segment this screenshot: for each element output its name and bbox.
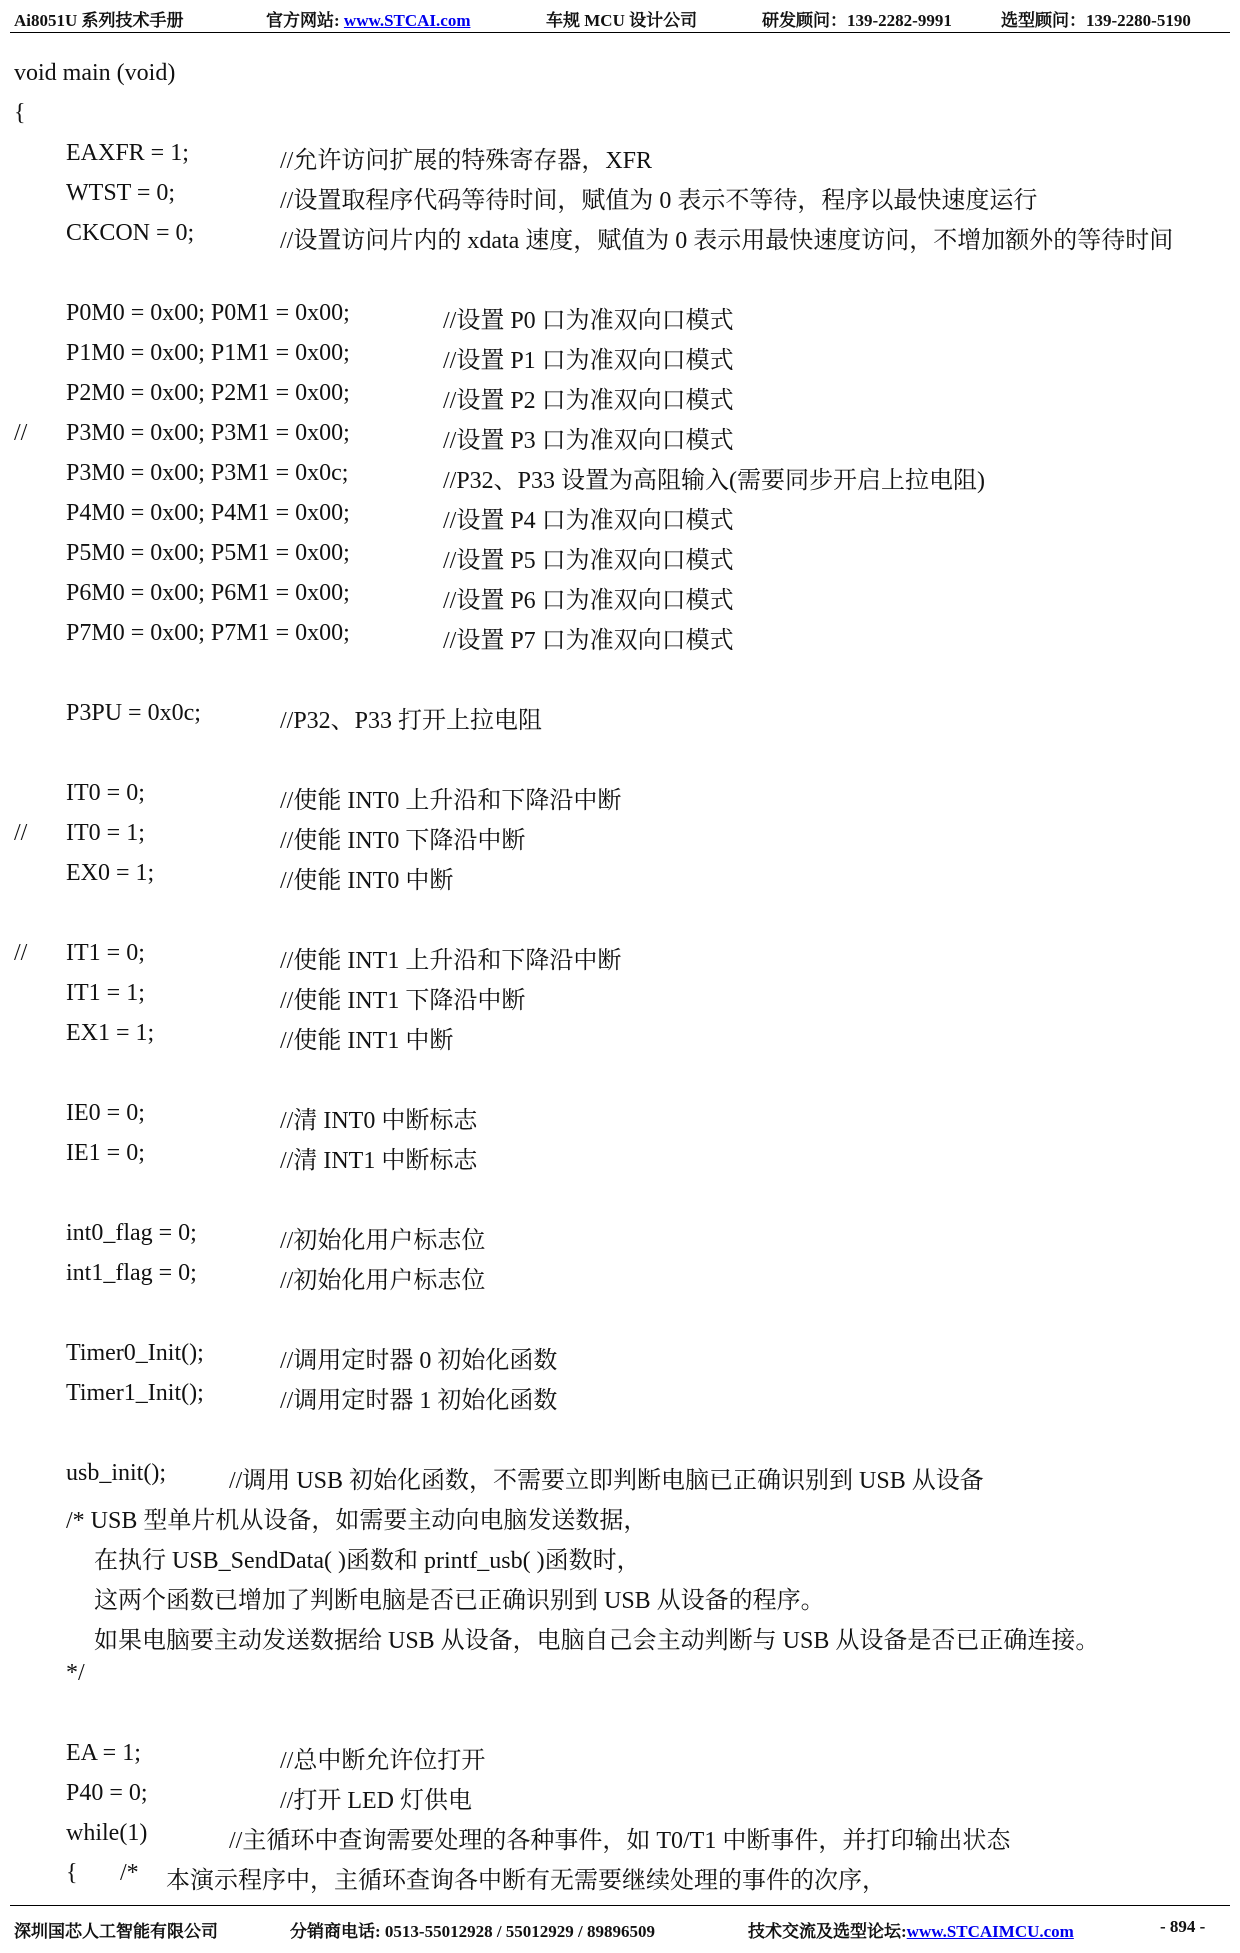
code-comment: //清 INT0 中断标志 [280,1108,478,1134]
code-line [0,1576,1240,1616]
code-text: P4M0 = 0x00; P4M1 = 0x00; [66,500,350,526]
code-text: EX1 = 1; [66,1020,155,1046]
block-comment-end: */ [66,1660,85,1686]
code-comment: //设置 P5 口为准双向口模式 [443,548,734,574]
code-line [0,56,1240,96]
header-divider [10,32,1230,33]
code-comment: //P32、P33 设置为高阻输入(需要同步开启上拉电阻) [443,468,986,494]
code-text: P7M0 = 0x00; P7M1 = 0x00; [66,620,350,646]
block-comment: 本演示程序中，主循环查询各中断有无需要继续处理的事件的次序， [166,1868,886,1894]
code-comment: //设置 P7 口为准双向口模式 [443,628,734,654]
code-text: P0M0 = 0x00; P0M1 = 0x00; [66,300,350,326]
code-comment: //调用定时器 1 初始化函数 [280,1388,558,1414]
code-comment: //设置 P1 口为准双向口模式 [443,348,734,374]
code-line [0,1256,1240,1296]
code-line [0,336,1240,376]
code-comment: //设置 P6 口为准双向口模式 [443,588,734,614]
code-line [0,1616,1240,1656]
code-text: EAXFR = 1; [66,140,189,166]
code-line [0,136,1240,176]
code-comment: //P32、P33 打开上拉电阻 [280,708,543,734]
code-line [0,376,1240,416]
code-text: EX0 = 1; [66,860,155,886]
code-text: { [66,1860,78,1886]
code-line [0,1016,1240,1056]
code-text: void main (void) [14,60,176,86]
code-comment: //使能 INT1 下降沿中断 [280,988,526,1014]
code-line [0,1656,1240,1696]
code-comment: //设置访问片内的 xdata 速度，赋值为 0 表示用最快速度访问，不增加额外的等待时间 [280,228,1174,254]
code-text: int1_flag = 0; [66,1260,197,1286]
code-comment: //设置取程序代码等待时间，赋值为 0 表示不等待，程序以最快速度运行 [280,188,1038,214]
code-comment: //使能 INT0 下降沿中断 [280,828,526,854]
code-line [0,1536,1240,1576]
code-line [0,456,1240,496]
blank-line [0,1296,1240,1336]
code-line [0,616,1240,656]
rd-consultant: 研发顾问：139-2282-9991 [762,11,952,30]
code-text: IT0 = 0; [66,780,145,806]
code-line [0,856,1240,896]
code-line [0,576,1240,616]
code-line [0,1376,1240,1416]
code-text: IE0 = 0; [66,1100,145,1126]
blank-line [0,256,1240,296]
code-text: Timer1_Init(); [66,1380,204,1406]
code-listing [0,56,1240,1896]
blank-line [0,1416,1240,1456]
blank-line [0,1056,1240,1096]
code-comment: //初始化用户标志位 [280,1228,486,1254]
website-link[interactable]: www.STCAI.com [343,11,471,30]
code-text: IT1 = 1; [66,980,145,1006]
code-text: P1M0 = 0x00; P1M1 = 0x00; [66,340,350,366]
code-text: CKCON = 0; [66,220,195,246]
website [266,6,470,31]
company-name: 深圳国芯人工智能有限公司 [14,1922,218,1941]
code-text: EA = 1; [66,1740,141,1766]
code-line [0,1496,1240,1536]
code-text: Timer0_Init(); [66,1340,204,1366]
code-comment: //调用定时器 0 初始化函数 [280,1348,558,1374]
code-text: IT1 = 0; [66,940,145,966]
code-comment: //总中断允许位打开 [280,1748,486,1774]
page-footer [0,1905,1240,1953]
code-comment: //使能 INT0 中断 [280,868,454,894]
code-line [0,776,1240,816]
code-line [0,1096,1240,1136]
code-text: P3M0 = 0x00; P3M1 = 0x0c; [66,460,349,486]
code-line [0,416,1240,456]
code-text: { [14,100,26,126]
code-text: P3M0 = 0x00; P3M1 = 0x00; [66,420,350,446]
blank-line [0,1696,1240,1736]
code-text: IT0 = 1; [66,820,145,846]
blank-line [0,736,1240,776]
distributor-phone: 分销商电话: 0513-55012928 / 55012929 / 89896509 [290,1922,656,1941]
code-text: P5M0 = 0x00; P5M1 = 0x00; [66,540,350,566]
website-label: 官方网站: [266,11,344,30]
forum-label: 技术交流及选型论坛: [748,1922,907,1941]
code-comment: //主循环中查询需要处理的各种事件，如 T0/T1 中断事件，并打印输出状态 [229,1828,1011,1854]
line-comment-marker: // [14,940,28,966]
page-header [0,0,1240,34]
code-comment: //打开 LED 灯供电 [280,1788,472,1814]
code-text: P40 = 0; [66,1780,148,1806]
block-comment: 在执行 USB_SendData( )函数和 printf_usb( )函数时， [94,1548,641,1574]
code-line [0,216,1240,256]
code-line [0,1776,1240,1816]
code-line [0,496,1240,536]
code-text: while(1) [66,1820,148,1846]
code-line [0,176,1240,216]
blank-line [0,656,1240,696]
page-number: - 894 - [1160,1917,1206,1936]
blank-line [0,896,1240,936]
code-line [0,696,1240,736]
line-comment-marker: // [14,420,28,446]
code-line [0,1736,1240,1776]
code-comment: //使能 INT1 中断 [280,1028,454,1054]
code-line [0,1456,1240,1496]
code-comment: //清 INT1 中断标志 [280,1148,478,1174]
code-line [0,976,1240,1016]
code-line [0,536,1240,576]
block-comment-start: /* [120,1860,139,1886]
code-line [0,936,1240,976]
code-line [0,1216,1240,1256]
selection-consultant: 选型顾问：139-2280-5190 [1001,11,1191,30]
manual-title: Ai8051U 系列技术手册 [14,11,184,30]
code-line [0,816,1240,856]
code-comment: //允许访问扩展的特殊寄存器，XFR [280,148,653,174]
design-company: 车规 MCU 设计公司 [546,11,698,30]
code-line [0,1816,1240,1856]
footer-divider [10,1905,1230,1906]
code-text: IE1 = 0; [66,1140,145,1166]
line-comment-marker: // [14,820,28,846]
code-text: P2M0 = 0x00; P2M1 = 0x00; [66,380,350,406]
code-line [0,1336,1240,1376]
code-comment: //设置 P3 口为准双向口模式 [443,428,734,454]
code-comment: //设置 P2 口为准双向口模式 [443,388,734,414]
code-comment: //设置 P0 口为准双向口模式 [443,308,734,334]
block-comment: 如果电脑要主动发送数据给 USB 从设备，电脑自己会主动判断与 USB 从设备是否已正确连接。 [94,1628,1100,1654]
code-text: WTST = 0; [66,180,176,206]
code-comment: //初始化用户标志位 [280,1268,486,1294]
code-text: int0_flag = 0; [66,1220,197,1246]
code-text: P6M0 = 0x00; P6M1 = 0x00; [66,580,350,606]
forum [748,1917,1074,1942]
code-comment: //设置 P4 口为准双向口模式 [443,508,734,534]
block-comment: 这两个函数已增加了判断电脑是否已正确识别到 USB 从设备的程序。 [94,1588,825,1614]
code-comment: //使能 INT0 上升沿和下降沿中断 [280,788,622,814]
code-line [0,296,1240,336]
code-comment: //调用 USB 初始化函数，不需要立即判断电脑已正确识别到 USB 从设备 [229,1468,984,1494]
code-text: usb_init(); [66,1460,166,1486]
code-line [0,1136,1240,1176]
forum-link[interactable]: www.STCAIMCU.com [906,1922,1074,1941]
blank-line [0,1176,1240,1216]
code-comment: //使能 INT1 上升沿和下降沿中断 [280,948,622,974]
code-line [0,96,1240,136]
code-text: P3PU = 0x0c; [66,700,201,726]
code-line [0,1856,1240,1896]
block-comment: /* USB 型单片机从设备，如需要主动向电脑发送数据， [66,1508,648,1534]
